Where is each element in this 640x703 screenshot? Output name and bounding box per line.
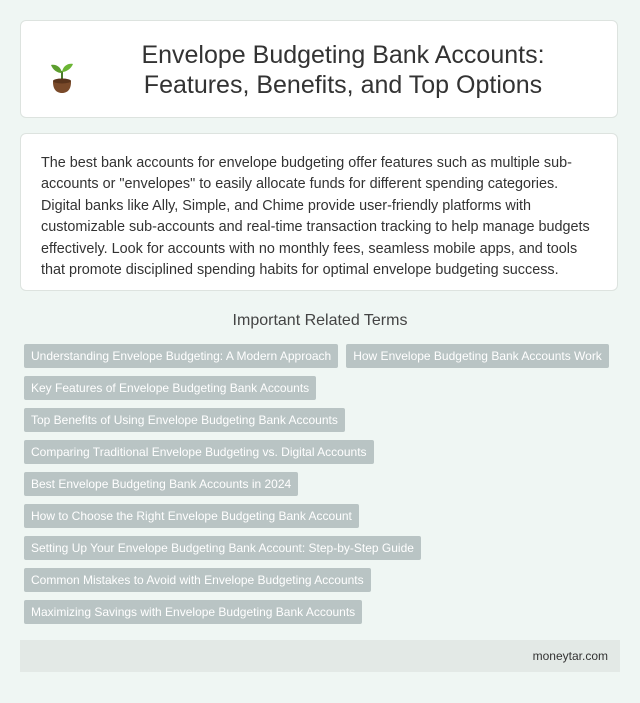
sprout-icon <box>45 60 79 94</box>
term-row <box>24 600 624 624</box>
title-card <box>20 20 618 118</box>
related-term-tag[interactable]: Key Features of Envelope Budgeting Bank Accounts <box>24 376 316 400</box>
related-term-tag[interactable]: Maximizing Savings with Envelope Budgeting Bank Accounts <box>24 600 362 624</box>
related-term-tag[interactable]: Setting Up Your Envelope Budgeting Bank Account: Step-by-Step Guide <box>24 536 421 560</box>
title-wrap <box>45 38 593 100</box>
term-row <box>24 344 624 368</box>
related-terms-heading: Important Related Terms <box>232 312 408 329</box>
footer <box>20 640 620 672</box>
summary-card <box>20 133 618 291</box>
related-term-tag[interactable]: How to Choose the Right Envelope Budgeting Bank Account <box>24 504 359 528</box>
term-row <box>24 536 624 560</box>
footer-site-name[interactable]: moneytar.com <box>532 649 608 663</box>
related-terms-list <box>24 344 624 632</box>
term-row <box>24 472 624 496</box>
term-row <box>24 504 624 528</box>
related-term-tag[interactable]: How Envelope Budgeting Bank Accounts Work <box>346 344 609 368</box>
term-row <box>24 568 624 592</box>
term-row <box>24 440 624 464</box>
term-row <box>24 408 624 432</box>
related-term-tag[interactable]: Understanding Envelope Budgeting: A Modern Approach <box>24 344 338 368</box>
related-term-tag[interactable]: Comparing Traditional Envelope Budgeting vs. Digital Accounts <box>24 440 374 464</box>
term-row <box>24 376 624 400</box>
related-term-tag[interactable]: Top Benefits of Using Envelope Budgeting Bank Accounts <box>24 408 345 432</box>
related-term-tag[interactable]: Best Envelope Budgeting Bank Accounts in 2024 <box>24 472 298 496</box>
page-title: Envelope Budgeting Bank Accounts: Features, Benefits, and Top Options <box>141 41 545 99</box>
related-term-tag[interactable]: Common Mistakes to Avoid with Envelope Budgeting Accounts <box>24 568 371 592</box>
summary-text: The best bank accounts for envelope budgeting offer features such as multiple sub-accounts or "envelopes" to easily allocate funds for different spending categories. Digital banks like Ally, Simple, and Chime provide user-friendly platforms with customizable sub-accounts and real-time transaction tracking to help manage budgets effectively. Look for accounts with no monthly fees, seamless mobile apps, and tools that promote disciplined spending habits for optimal envelope budgeting success. <box>41 155 590 279</box>
